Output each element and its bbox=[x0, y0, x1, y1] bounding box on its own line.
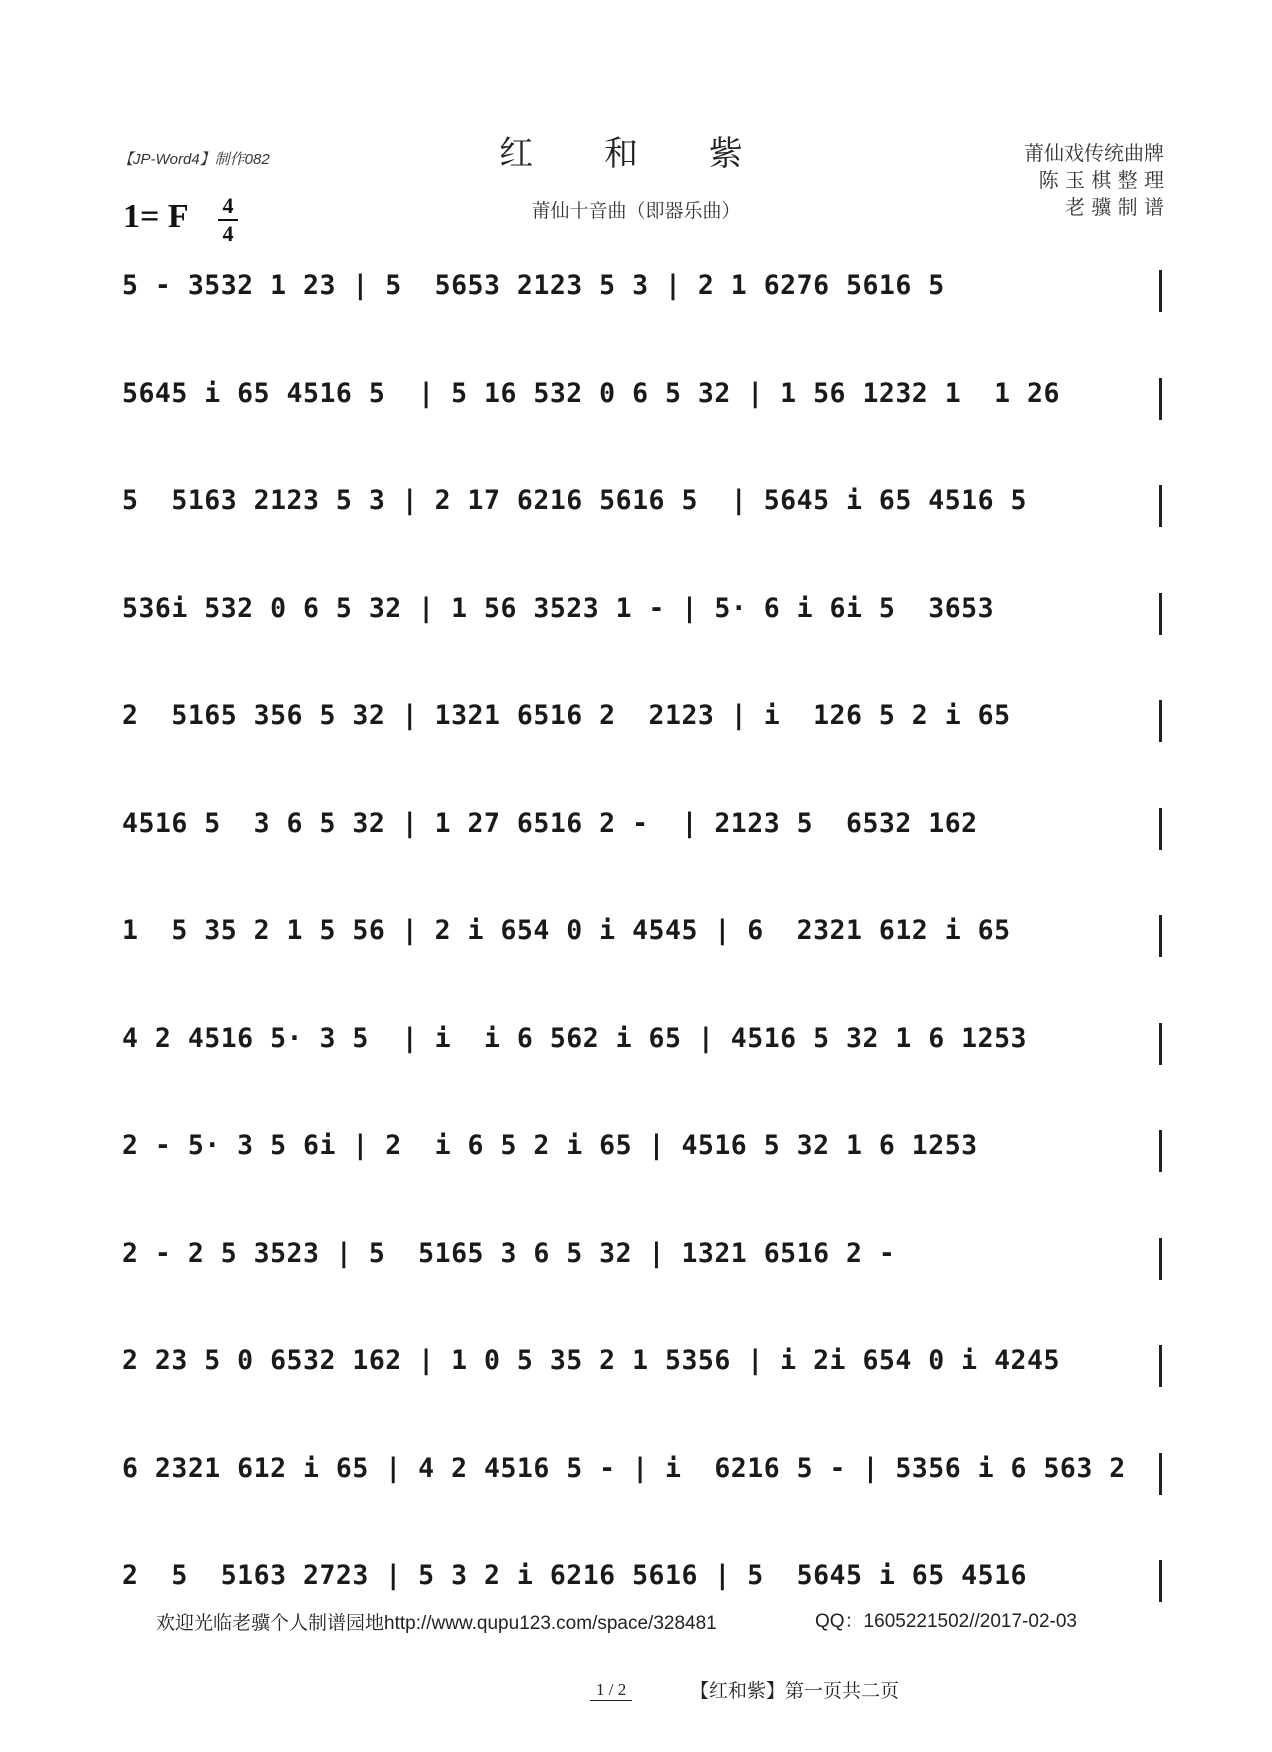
staff-row bbox=[122, 1230, 1162, 1338]
notation-line: 5 5163 2123 5 3 | 2 17 6216 5616 5 | 5645 i 65 4516 5 bbox=[122, 485, 1027, 516]
staff-row bbox=[122, 907, 1162, 1015]
notation-line: 5 - 3532 1 23 | 5 5653 2123 5 3 | 2 1 6276 5616 5 bbox=[122, 270, 945, 301]
staff-row bbox=[122, 800, 1162, 908]
notation-line: 1 5 35 2 1 5 56 | 2 i 654 0 i 4545 | 6 2321 612 i 65 bbox=[122, 915, 1011, 946]
notation-line: 2 23 5 0 6532 162 | 1 0 5 35 2 1 5356 | i 2i 654 0 i 4245 bbox=[122, 1345, 1060, 1376]
staff-row bbox=[122, 1337, 1162, 1445]
staff-row bbox=[122, 1122, 1162, 1230]
time-signature bbox=[218, 194, 238, 246]
notation-line: 2 5 5163 2723 | 5 3 2 i 6216 5616 | 5 5645 i 65 4516 bbox=[122, 1560, 1027, 1591]
bar-line bbox=[1159, 700, 1162, 742]
staff-row bbox=[122, 692, 1162, 800]
bar-line bbox=[1159, 378, 1162, 420]
notation-line: 536i 532 0 6 5 32 | 1 56 3523 1 - | 5· 6 i 6i 5 3653 bbox=[122, 592, 995, 624]
bar-line bbox=[1159, 270, 1162, 312]
bar-line bbox=[1159, 1130, 1162, 1172]
notation-line: 2 - 2 5 3523 | 5 5165 3 6 5 32 | 1321 6516 2 - bbox=[122, 1237, 896, 1269]
bar-line bbox=[1159, 1238, 1162, 1280]
notation-line: 2 - 5· 3 5 6i | 2 i 6 5 2 i 65 | 4516 5 32 1 6 1253 bbox=[122, 1130, 978, 1161]
credits bbox=[1024, 140, 1164, 221]
page-number: 1 / 2 bbox=[590, 1680, 632, 1701]
footer-website: 欢迎光临老骥个人制谱园地http://www.qupu123.com/space/328481 bbox=[156, 1613, 717, 1634]
page-note: 【红和紫】第一页共二页 bbox=[690, 1680, 900, 1702]
credit-arranger: 陈 玉 棋 整 理 bbox=[1038, 168, 1164, 192]
meter-top: 4 bbox=[222, 193, 234, 218]
bar-line bbox=[1159, 808, 1162, 850]
staff-row bbox=[122, 585, 1162, 693]
staff-row bbox=[122, 477, 1162, 585]
notation-line: 5645 i 65 4516 5 | 5 16 532 0 6 5 32 | 1 56 1232 1 1 26 bbox=[122, 377, 1060, 409]
song-subtitle: 莆仙十音曲（即器乐曲） bbox=[531, 200, 741, 222]
staff-row bbox=[122, 262, 1162, 370]
credit-engraver: 老 骥 制 谱 bbox=[1064, 195, 1164, 219]
key-signature: 1= F bbox=[123, 198, 189, 235]
bar-line bbox=[1159, 593, 1162, 635]
bar-line bbox=[1159, 1345, 1162, 1387]
bar-line bbox=[1159, 915, 1162, 957]
bar-line bbox=[1159, 1023, 1162, 1065]
notation-line: 4 2 4516 5· 3 5 | i i 6 562 i 65 | 4516 5 32 1 6 1253 bbox=[122, 1022, 1027, 1054]
notation-line: 6 2321 612 i 65 | 4 2 4516 5 - | i 6216 5 - | 5356 i 6 563 2 bbox=[122, 1452, 1126, 1484]
bar-line bbox=[1159, 485, 1162, 527]
staff-row bbox=[122, 1445, 1162, 1553]
footer-qq: QQ：1605221502//2017-02-03 bbox=[815, 1611, 1077, 1632]
notation-line: 4516 5 3 6 5 32 | 1 27 6516 2 - | 2123 5 6532 162 bbox=[122, 807, 978, 839]
song-title: 红 和 紫 bbox=[499, 134, 773, 174]
bar-line bbox=[1159, 1453, 1162, 1495]
notation-line: 2 5165 356 5 32 | 1321 6516 2 2123 | i 126 5 2 i 65 bbox=[122, 700, 1011, 731]
score bbox=[122, 262, 1162, 1660]
credit-source: 莆仙戏传统曲牌 bbox=[1024, 141, 1164, 165]
bar-line bbox=[1159, 1560, 1162, 1602]
staff-row bbox=[122, 1015, 1162, 1123]
staff-row bbox=[122, 370, 1162, 478]
maker-label: 【JP-Word4】制作082 bbox=[118, 151, 270, 168]
meter-bottom: 4 bbox=[222, 221, 234, 246]
